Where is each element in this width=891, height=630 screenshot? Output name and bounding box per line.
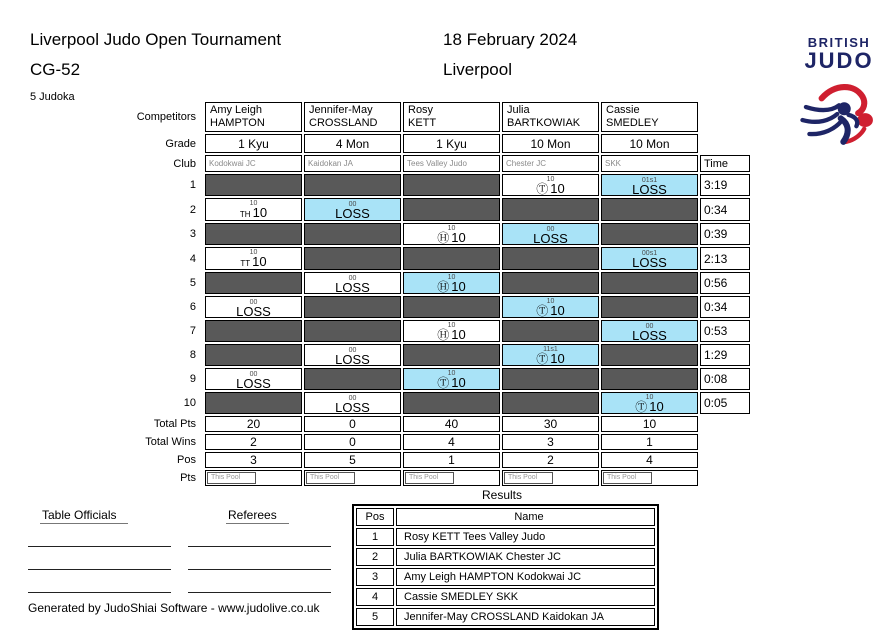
score-main: LOSS — [335, 351, 370, 367]
match-number: 7 — [189, 325, 196, 338]
score-code: 00 — [546, 225, 555, 233]
row-label-competitors: Competitors — [136, 111, 196, 124]
competitor-first-name: Amy Leigh — [210, 104, 262, 116]
results-title: Results — [481, 488, 522, 502]
event-location: Liverpool — [443, 60, 512, 79]
table-officials-heading: Table Officials — [40, 508, 128, 524]
match-row — [130, 174, 750, 196]
referees-heading: Referees — [226, 508, 289, 524]
time-column-header: Time — [700, 155, 750, 172]
match-cell-inactive — [502, 320, 599, 342]
match-row — [130, 223, 750, 245]
total-wins-value: 1 — [601, 434, 698, 450]
match-cell-inactive — [502, 198, 599, 221]
position-value: 2 — [502, 452, 599, 468]
match-row — [130, 368, 750, 390]
match-time: 1:29 — [700, 344, 750, 366]
score-code: 10 — [546, 298, 555, 306]
total-pts-value: 20 — [205, 416, 302, 432]
score-main: TH 10 — [239, 205, 268, 221]
match-cell-inactive — [601, 272, 698, 294]
match-number: 9 — [189, 373, 196, 386]
match-row — [130, 296, 750, 318]
score-code: 00 — [249, 298, 258, 306]
match-number: 3 — [189, 228, 196, 241]
competitor-name-cell — [304, 102, 401, 132]
total-pts-value: 0 — [304, 416, 401, 432]
score-main: Ⓗ 10 — [437, 230, 466, 246]
competitor-name-cell — [601, 102, 698, 132]
match-cell-inactive — [304, 174, 401, 196]
british-judo-logo — [791, 36, 887, 158]
score-code: 10 — [447, 274, 456, 282]
logo-text-british: BRITISH — [807, 35, 871, 50]
match-cell-win — [502, 296, 599, 318]
score-main: Ⓣ 10 — [437, 375, 466, 391]
competitor-club: Kaidokan JA — [304, 155, 401, 172]
match-cell-loss — [205, 296, 302, 318]
position-value: 1 — [403, 452, 500, 468]
competitor-name-cell — [205, 102, 302, 132]
match-row — [130, 392, 750, 414]
results-col-pos: Pos — [356, 508, 394, 526]
pts-cell — [304, 470, 401, 486]
competitors-row — [130, 102, 750, 132]
page-title: Liverpool Judo Open Tournament — [30, 30, 282, 49]
score-main: LOSS — [533, 230, 568, 246]
position-value: 5 — [304, 452, 401, 468]
result-pos: 4 — [356, 588, 394, 606]
match-cell-inactive — [502, 247, 599, 270]
match-cell-inactive — [304, 368, 401, 390]
score-code: 10 — [249, 200, 258, 208]
score-code: 11s1 — [543, 346, 558, 354]
score-code: 10 — [645, 394, 654, 402]
match-cell-inactive — [403, 296, 500, 318]
result-pos: 3 — [356, 568, 394, 586]
match-cell-inactive — [601, 344, 698, 366]
results-row — [356, 528, 655, 546]
match-cell-inactive — [601, 368, 698, 390]
match-cell-inactive — [304, 223, 401, 245]
technique-mark: Ⓗ — [437, 231, 450, 246]
match-cell-loss — [304, 344, 401, 366]
match-time: 3:19 — [700, 174, 750, 196]
results-row — [356, 608, 655, 626]
technique-mark: Ⓗ — [437, 328, 450, 343]
score-main: LOSS — [632, 327, 667, 343]
score-main: Ⓣ 10 — [536, 181, 565, 197]
score-main: LOSS — [335, 279, 370, 295]
match-cell-inactive — [403, 198, 500, 221]
signature-line — [188, 524, 331, 547]
score-main: LOSS — [632, 181, 667, 197]
this-pool-box: This Pool — [603, 472, 652, 484]
match-number: 10 — [183, 397, 196, 410]
match-time: 0:56 — [700, 272, 750, 294]
competitor-first-name: Jennifer-May — [309, 104, 373, 116]
match-cell-inactive — [304, 320, 401, 342]
competitor-last-name: HAMPTON — [210, 117, 265, 130]
score-main: TT 10 — [240, 254, 267, 270]
score-main: Ⓗ 10 — [437, 279, 466, 295]
score-code: 00 — [348, 201, 357, 209]
score-main: LOSS — [236, 375, 271, 391]
match-number: 2 — [189, 203, 196, 216]
match-time: 0:34 — [700, 198, 750, 221]
competitor-club: Kodokwai JC — [205, 155, 302, 172]
competitor-grade: 4 Mon — [304, 134, 401, 153]
match-time: 2:13 — [700, 247, 750, 270]
total-wins-row — [130, 434, 750, 450]
match-cell-win — [403, 368, 500, 390]
score-code: 00 — [348, 394, 357, 402]
score-code: 10 — [249, 249, 258, 257]
grade-row — [130, 134, 750, 153]
competitor-grade: 10 Mon — [502, 134, 599, 153]
row-label-position: Pos — [177, 454, 196, 467]
match-cell-inactive — [403, 344, 500, 366]
match-cell-win — [502, 174, 599, 196]
match-cell-inactive — [304, 247, 401, 270]
match-row — [130, 344, 750, 366]
total-pts-value: 40 — [403, 416, 500, 432]
this-pool-box: This Pool — [504, 472, 553, 484]
technique-mark: TT — [240, 259, 251, 269]
match-row — [130, 247, 750, 270]
competitor-last-name: SMEDLEY — [606, 117, 659, 130]
competitor-first-name: Rosy — [408, 104, 434, 116]
score-main: Ⓣ 10 — [536, 351, 565, 367]
signature-line — [28, 524, 171, 547]
score-code: 00 — [348, 346, 357, 354]
match-cell-inactive — [502, 368, 599, 390]
score-main: Ⓗ 10 — [437, 327, 466, 343]
total-wins-value: 0 — [304, 434, 401, 450]
position-row — [130, 452, 750, 468]
match-cell-inactive — [205, 392, 302, 414]
row-label-total-wins: Total Wins — [145, 436, 196, 449]
match-row — [130, 272, 750, 294]
match-number: 8 — [189, 349, 196, 362]
match-cell-win — [403, 320, 500, 342]
this-pool-box: This Pool — [306, 472, 355, 484]
match-cell-inactive — [205, 272, 302, 294]
result-pos: 2 — [356, 548, 394, 566]
competitor-last-name: BARTKOWIAK — [507, 117, 581, 130]
match-cell-inactive — [601, 223, 698, 245]
match-cell-win — [205, 247, 302, 270]
result-name: Cassie SMEDLEY SKK — [396, 588, 655, 606]
competitor-grade: 1 Kyu — [403, 134, 500, 153]
match-time: 0:34 — [700, 296, 750, 318]
score-main: LOSS — [632, 255, 667, 271]
match-cell-win — [403, 223, 500, 245]
match-cell-win — [502, 344, 599, 366]
pts-cell — [403, 470, 500, 486]
match-number: 4 — [189, 252, 196, 265]
match-cell-inactive — [502, 392, 599, 414]
match-cell-loss — [502, 223, 599, 245]
match-cell-inactive — [601, 296, 698, 318]
match-number: 5 — [189, 277, 196, 290]
signature-line — [188, 547, 331, 570]
competitor-club: Chester JC — [502, 155, 599, 172]
score-main: LOSS — [335, 399, 370, 415]
total-wins-value: 3 — [502, 434, 599, 450]
match-cell-inactive — [304, 296, 401, 318]
row-label-total-pts: Total Pts — [153, 418, 196, 431]
pts-cell — [502, 470, 599, 486]
row-label-grade: Grade — [165, 137, 196, 150]
total-pts-value: 10 — [601, 416, 698, 432]
judo-figure-icon — [795, 74, 883, 154]
match-row — [130, 320, 750, 342]
technique-mark: Ⓣ — [536, 182, 549, 197]
match-time: 0:08 — [700, 368, 750, 390]
competitor-name-cell — [403, 102, 500, 132]
score-code: 01s1 — [641, 176, 658, 184]
results-col-name: Name — [396, 508, 655, 526]
match-cell-loss — [205, 368, 302, 390]
logo-text-judo: JUDO — [804, 48, 874, 73]
match-cell-inactive — [403, 174, 500, 196]
match-cell-loss — [304, 198, 401, 221]
technique-mark: TH — [239, 210, 251, 220]
competitor-last-name: CROSSLAND — [309, 117, 378, 130]
match-cell-win — [205, 198, 302, 221]
total-pts-value: 30 — [502, 416, 599, 432]
total-pts-row — [130, 416, 750, 432]
technique-mark: Ⓗ — [437, 280, 450, 295]
score-code: 10 — [447, 225, 456, 233]
this-pool-box: This Pool — [207, 472, 256, 484]
category-code: CG-52 — [30, 60, 81, 79]
score-code: 00 — [249, 370, 258, 378]
pts-row — [130, 470, 750, 486]
match-cell-loss — [601, 247, 698, 270]
score-code: 10 — [546, 176, 555, 184]
result-name: Jennifer-May CROSSLAND Kaidokan JA — [396, 608, 655, 626]
match-cell-inactive — [403, 247, 500, 270]
technique-mark: Ⓣ — [635, 400, 648, 415]
match-number: 6 — [189, 301, 196, 314]
match-cell-win — [601, 392, 698, 414]
match-time: 0:53 — [700, 320, 750, 342]
row-label-pts: Pts — [180, 472, 196, 485]
competitor-club: SKK — [601, 155, 698, 172]
score-code: 00 — [645, 322, 654, 330]
match-cell-inactive — [502, 272, 599, 294]
pool-sheet-table — [128, 100, 752, 488]
results-table-wrap — [352, 504, 659, 630]
match-cell-inactive — [403, 392, 500, 414]
position-value: 4 — [601, 452, 698, 468]
match-cell-inactive — [205, 344, 302, 366]
match-number: 1 — [189, 179, 196, 192]
match-cell-loss — [601, 320, 698, 342]
score-main: LOSS — [335, 206, 370, 222]
signature-line — [28, 570, 171, 593]
technique-mark: Ⓣ — [437, 376, 450, 391]
club-row — [130, 155, 750, 172]
match-time: 0:05 — [700, 392, 750, 414]
competitor-first-name: Julia — [507, 104, 530, 116]
total-wins-value: 2 — [205, 434, 302, 450]
match-cell-loss — [601, 174, 698, 196]
technique-mark: Ⓣ — [536, 352, 549, 367]
result-name: Amy Leigh HAMPTON Kodokwai JC — [396, 568, 655, 586]
match-cell-win — [403, 272, 500, 294]
score-main: Ⓣ 10 — [635, 399, 664, 415]
results-row — [356, 568, 655, 586]
result-name: Rosy KETT Tees Valley Judo — [396, 528, 655, 546]
results-row — [356, 548, 655, 566]
result-name: Julia BARTKOWIAK Chester JC — [396, 548, 655, 566]
table-officials-signature-lines — [28, 524, 171, 593]
match-row — [130, 198, 750, 221]
signature-line — [188, 570, 331, 593]
results-table — [354, 506, 657, 628]
match-cell-loss — [304, 272, 401, 294]
referees-signature-lines — [188, 524, 331, 593]
competitor-last-name: KETT — [408, 117, 437, 130]
technique-mark: Ⓣ — [536, 304, 549, 319]
competitor-grade: 1 Kyu — [205, 134, 302, 153]
pts-cell — [205, 470, 302, 486]
result-pos: 5 — [356, 608, 394, 626]
score-main: Ⓣ 10 — [536, 303, 565, 319]
score-code: 10 — [447, 322, 456, 330]
row-label-club: Club — [173, 157, 196, 170]
score-main: LOSS — [236, 303, 271, 319]
this-pool-box: This Pool — [405, 472, 454, 484]
competitor-grade: 10 Mon — [601, 134, 698, 153]
pts-cell — [601, 470, 698, 486]
signature-line — [28, 547, 171, 570]
score-code: 00 — [348, 274, 357, 282]
position-value: 3 — [205, 452, 302, 468]
match-cell-loss — [304, 392, 401, 414]
match-cell-inactive — [205, 174, 302, 196]
score-code: 10 — [447, 370, 456, 378]
match-cell-inactive — [205, 223, 302, 245]
event-date: 18 February 2024 — [443, 30, 578, 49]
generator-credit: Generated by JudoShiai Software - www.judolive.co.uk — [28, 601, 320, 615]
match-cell-inactive — [205, 320, 302, 342]
result-pos: 1 — [356, 528, 394, 546]
match-cell-inactive — [601, 198, 698, 221]
match-time: 0:39 — [700, 223, 750, 245]
results-header-row — [356, 508, 655, 526]
competitor-club: Tees Valley Judo — [403, 155, 500, 172]
competitor-first-name: Cassie — [606, 104, 640, 116]
judoka-count: 5 Judoka — [30, 91, 75, 103]
score-code: 00s1 — [641, 250, 658, 258]
results-row — [356, 588, 655, 606]
total-wins-value: 4 — [403, 434, 500, 450]
competitor-name-cell — [502, 102, 599, 132]
